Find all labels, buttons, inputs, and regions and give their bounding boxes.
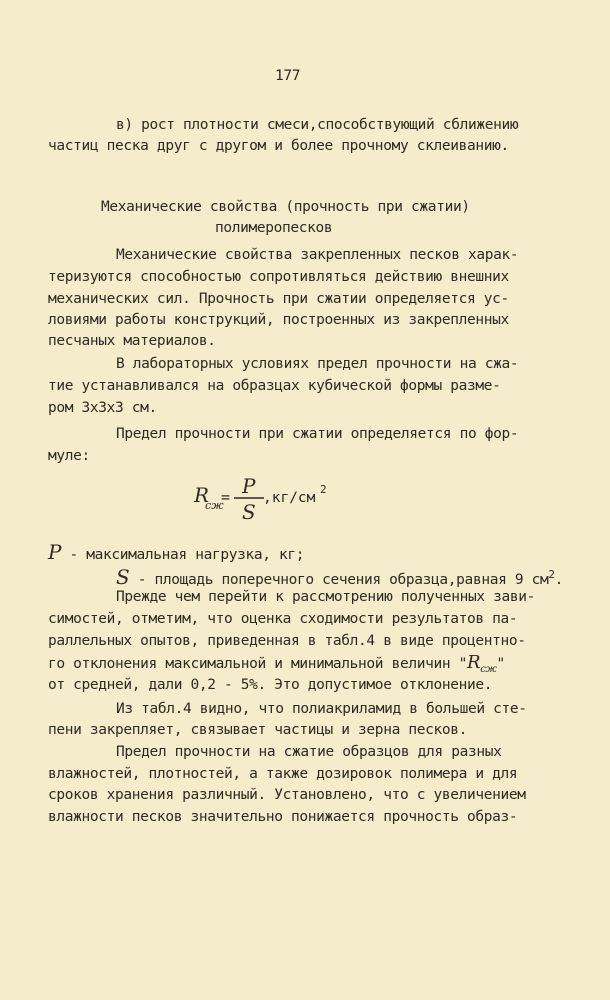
paragraph-4-line-1: Прежде чем перейти к рассмотрению полученных зави-	[116, 589, 535, 605]
paragraph-3-line-1: Предел прочности при сжатии определяется по фор-	[116, 426, 519, 442]
definition-s	[116, 566, 563, 589]
paragraph-6-line-3: сроков хранения различный. Установлено, что с увеличением	[48, 787, 526, 803]
formula-unit: ,кг/см	[263, 490, 316, 506]
paragraph-4-line-3: раллельных опытов, приведенная в табл.4 в виде процентно-	[48, 633, 526, 649]
paragraph-6-line-1: Предел прочности на сжатие образцов для разных	[116, 744, 502, 760]
paragraph-4-r-subscript: сж	[480, 663, 497, 675]
definition-s-text: - площадь поперечного сечения образца,равная 9 см	[137, 571, 549, 588]
paragraph-2-line-1: В лабораторных условиях предел прочности на сжа-	[116, 356, 519, 372]
paragraph-6-line-2: влажностей, плотностей, а также дозировок полимера и для	[48, 766, 518, 782]
paragraph-4-r-symbol: R	[467, 652, 481, 673]
paragraph-1-line-4: ловиями работы конструкций, построенных из закрепленных	[48, 312, 509, 328]
paragraph-6-line-4: влажности песков значительно понижается прочность образ-	[48, 809, 518, 825]
paragraph-1-line-3: механических сил. Прочность при сжатии определяется ус-	[48, 291, 509, 307]
formula-r-subscript: сж	[205, 499, 224, 512]
paragraph-4-line-5: от средней, дали 0,2 - 5%. Это допустимое отклонение.	[48, 677, 493, 693]
paragraph-1-line-2: теризуются способностью сопротивляться действию внешних	[48, 269, 509, 285]
section-heading-line-2: полимеропесков	[215, 220, 333, 236]
page-number: 177	[275, 68, 301, 84]
paragraph-2-line-2: тие устанавливался на образцах кубической формы разме-	[48, 378, 501, 394]
paragraph-4-line-4-text: го отклонения максимальной и минимальной величин "	[48, 656, 467, 672]
intro-line-2: частиц песка друг с другом и более прочному склеиванию.	[48, 138, 509, 154]
formula-unit-exponent: 2	[320, 483, 327, 496]
paragraph-2-line-3: ром 3х3х3 см.	[48, 400, 157, 416]
paragraph-1-line-5: песчаных материалов.	[48, 333, 216, 349]
section-heading-line-1: Механические свойства (прочность при сжатии)	[101, 199, 470, 215]
paragraph-5-line-2: пени закрепляет, связывает частицы и зерна песков.	[48, 722, 467, 738]
definition-s-tail: .	[554, 571, 564, 588]
formula-equals: =	[221, 488, 231, 506]
paragraph-3-line-2: муле:	[48, 448, 90, 464]
paragraph-4-line-4-end: "	[496, 656, 505, 672]
formula-r-symbol: R	[194, 483, 210, 507]
definition-s-exponent: 2	[548, 568, 555, 581]
paragraph-4-line-2: симостей, отметим, что оценка сходимости результатов па-	[48, 611, 518, 627]
definition-s-symbol: S	[116, 564, 130, 589]
intro-line-1: в) рост плотности смеси,способствующий сближению	[116, 117, 519, 133]
formula-denominator: S	[242, 500, 256, 524]
formula-numerator: P	[242, 478, 256, 498]
definition-p	[48, 540, 305, 564]
paragraph-1-line-1: Механические свойства закрепленных песков харак-	[116, 247, 519, 263]
paragraph-5-line-1: Из табл.4 видно, что полиакриламид в большей сте-	[116, 701, 527, 717]
strength-formula	[192, 478, 392, 528]
definition-p-symbol: P	[48, 540, 62, 564]
definition-p-text: - максимальная нагрузка, кг;	[69, 547, 305, 563]
